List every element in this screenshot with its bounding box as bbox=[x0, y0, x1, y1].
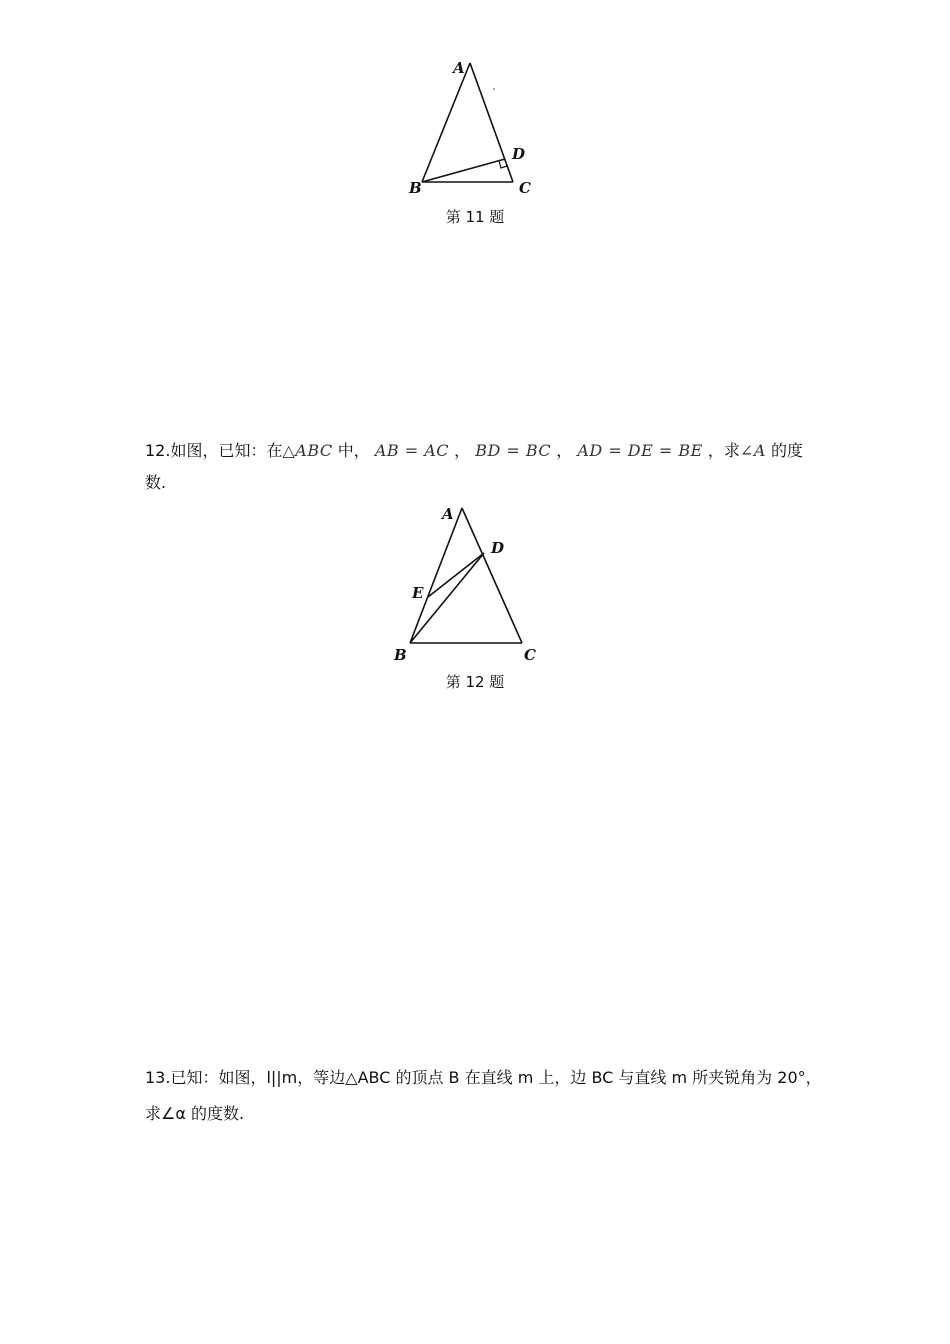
segment-ab bbox=[422, 63, 470, 182]
label-c: C bbox=[519, 179, 531, 197]
problem-12-sep1: ， bbox=[449, 441, 476, 460]
label-d: D bbox=[512, 145, 526, 163]
problem-13 bbox=[145, 1060, 845, 1132]
figure-12-caption: 第 12 题 bbox=[445, 673, 505, 691]
figure-11-diagram bbox=[395, 55, 555, 200]
stray-dot bbox=[493, 88, 495, 90]
problem-13-text-1: 已知：如图，l||m，等边△ABC 的顶点 B 在直线 m 上，边 BC 与直线 m 所夹锐角为 20°， bbox=[170, 1068, 822, 1087]
segment-ac bbox=[470, 63, 513, 182]
figure-12 bbox=[0, 500, 950, 670]
label-c: C bbox=[524, 646, 536, 664]
problem-12 bbox=[145, 435, 815, 499]
segment-ac bbox=[462, 508, 522, 643]
segment-bd bbox=[422, 159, 505, 182]
problem-13-number: 13. bbox=[145, 1068, 171, 1087]
problem-12-eq3: AD = DE = BE bbox=[577, 441, 703, 460]
label-b: B bbox=[409, 179, 422, 197]
problem-13-line-1 bbox=[145, 1060, 845, 1096]
problem-12-suffix: 的度数. bbox=[145, 441, 803, 492]
problem-13-line-2: 求∠α 的度数. bbox=[145, 1104, 245, 1123]
label-a: A bbox=[442, 505, 454, 523]
problem-12-eq1: AB = AC bbox=[374, 441, 449, 460]
figure-11-caption: 第 11 题 bbox=[445, 208, 505, 226]
problem-12-angle: ∠A bbox=[739, 441, 766, 460]
problem-12-sep2: ， bbox=[551, 441, 578, 460]
label-e: E bbox=[412, 584, 424, 602]
problem-12-eq2: BD = BC bbox=[475, 441, 552, 460]
label-a: A bbox=[453, 59, 465, 77]
problem-12-sep3: ，求 bbox=[702, 441, 740, 460]
figure-12-diagram bbox=[390, 500, 560, 670]
problem-12-number: 12. bbox=[145, 441, 171, 460]
label-b: B bbox=[394, 646, 407, 664]
figure-11 bbox=[0, 55, 950, 200]
problem-12-triangle: △ABC bbox=[282, 441, 333, 460]
label-d: D bbox=[491, 539, 505, 557]
problem-12-middle: 中， bbox=[332, 441, 370, 460]
problem-12-prefix: 如图，已知：在 bbox=[170, 441, 283, 460]
